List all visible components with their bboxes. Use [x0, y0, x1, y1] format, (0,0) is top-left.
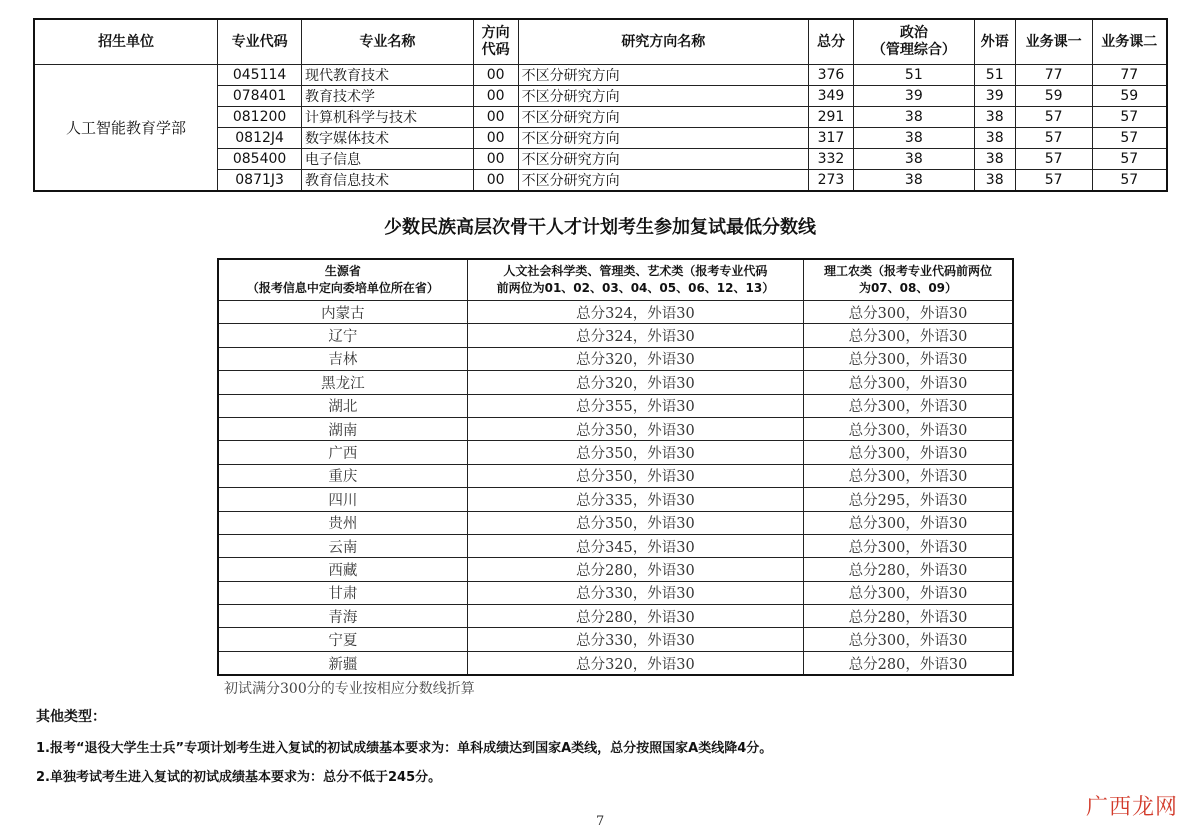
humanities-score-cell: 总分345，外语30: [467, 534, 803, 557]
direction-code-cell: 00: [473, 65, 518, 86]
conversion-note: 初试满分300分的专业按相应分数线折算: [224, 681, 475, 697]
header-unit: 招生单位: [34, 19, 218, 65]
course-two-score-cell: 77: [1092, 65, 1167, 86]
direction-name-cell: 不区分研究方向: [518, 170, 808, 192]
course-two-score-cell: 57: [1092, 170, 1167, 192]
header-direction-code: 方向 代码: [473, 19, 518, 65]
header-total: 总分: [809, 19, 854, 65]
humanities-score-cell: 总分320，外语30: [467, 371, 803, 394]
major-name-cell: 电子信息: [302, 149, 474, 170]
header-science: 理工农类（报考专业代码前两位 为07、08、09）: [803, 259, 1013, 301]
science-score-cell: 总分300，外语30: [803, 394, 1013, 417]
total-score-cell: 291: [809, 107, 854, 128]
table1-row: [34, 65, 1167, 86]
header-course-one: 业务课一: [1015, 19, 1092, 65]
table2-row: [218, 324, 1013, 347]
watermark-logo: 广西龙网: [1085, 795, 1178, 820]
humanities-score-cell: 总分324，外语30: [467, 324, 803, 347]
section-title: 少数民族高层次骨干人才计划考生参加复试最低分数线: [384, 217, 816, 238]
direction-name-cell: 不区分研究方向: [518, 107, 808, 128]
direction-code-cell: 00: [473, 149, 518, 170]
science-score-cell: 总分280，外语30: [803, 558, 1013, 581]
header-course-two: 业务课二: [1092, 19, 1167, 65]
table2-row: [218, 347, 1013, 370]
total-score-cell: 332: [809, 149, 854, 170]
foreign-language-score-cell: 39: [974, 86, 1015, 107]
direction-code-cell: 00: [473, 128, 518, 149]
science-score-cell: 总分300，外语30: [803, 511, 1013, 534]
humanities-score-cell: 总分280，外语30: [467, 558, 803, 581]
direction-name-cell: 不区分研究方向: [518, 86, 808, 107]
page-number: 7: [596, 814, 605, 829]
humanities-score-cell: 总分280，外语30: [467, 605, 803, 628]
header-direction-name: 研究方向名称: [518, 19, 808, 65]
course-one-score-cell: 57: [1015, 107, 1092, 128]
science-score-cell: 总分300，外语30: [803, 301, 1013, 324]
major-name-cell: 现代教育技术: [302, 65, 474, 86]
province-cell: 湖南: [218, 417, 467, 440]
humanities-score-cell: 总分324，外语30: [467, 301, 803, 324]
header-foreign-language: 外语: [974, 19, 1015, 65]
total-score-cell: 317: [809, 128, 854, 149]
course-one-score-cell: 59: [1015, 86, 1092, 107]
politics-score-cell: 38: [853, 128, 974, 149]
unit-name: 人工智能教育学部: [34, 65, 218, 192]
table2-row: [218, 488, 1013, 511]
table2-row: [218, 605, 1013, 628]
course-one-score-cell: 57: [1015, 128, 1092, 149]
header-province: 生源省 （报考信息中定向委培单位所在省）: [218, 259, 467, 301]
minority-score-table: [217, 258, 1014, 676]
table2-row: [218, 558, 1013, 581]
course-two-score-cell: 59: [1092, 86, 1167, 107]
science-score-cell: 总分300，外语30: [803, 324, 1013, 347]
table2-row: [218, 417, 1013, 440]
humanities-score-cell: 总分330，外语30: [467, 581, 803, 604]
politics-score-cell: 38: [853, 149, 974, 170]
science-score-cell: 总分300，外语30: [803, 628, 1013, 651]
other-item-veteran: 1.报考“退役大学生士兵”专项计划考生进入复试的初试成绩基本要求为：单科成绩达到国家A类线，总分按照国家A类线降4分。: [36, 741, 773, 756]
header-politics: 政治 （管理综合）: [853, 19, 974, 65]
science-score-cell: 总分300，外语30: [803, 417, 1013, 440]
science-score-cell: 总分300，外语30: [803, 371, 1013, 394]
humanities-score-cell: 总分350，外语30: [467, 417, 803, 440]
total-score-cell: 349: [809, 86, 854, 107]
major-code-cell: 081200: [218, 107, 302, 128]
humanities-score-cell: 总分350，外语30: [467, 441, 803, 464]
table2-row: [218, 301, 1013, 324]
other-types-heading: 其他类型：: [36, 709, 106, 725]
course-one-score-cell: 57: [1015, 170, 1092, 192]
science-score-cell: 总分295，外语30: [803, 488, 1013, 511]
total-score-cell: 376: [809, 65, 854, 86]
table2-row: [218, 534, 1013, 557]
course-two-score-cell: 57: [1092, 149, 1167, 170]
major-name-cell: 数字媒体技术: [302, 128, 474, 149]
foreign-language-score-cell: 51: [974, 65, 1015, 86]
major-code-cell: 0812J4: [218, 128, 302, 149]
province-cell: 广西: [218, 441, 467, 464]
province-cell: 辽宁: [218, 324, 467, 347]
direction-code-cell: 00: [473, 107, 518, 128]
header-humanities: 人文社会科学类、管理类、艺术类（报考专业代码 前两位为01、02、03、04、05、06、12、13）: [467, 259, 803, 301]
table2-header-row: [218, 259, 1013, 301]
direction-name-cell: 不区分研究方向: [518, 149, 808, 170]
foreign-language-score-cell: 38: [974, 107, 1015, 128]
province-cell: 青海: [218, 605, 467, 628]
header-major-code: 专业代码: [218, 19, 302, 65]
course-two-score-cell: 57: [1092, 107, 1167, 128]
table1-header-row: [34, 19, 1167, 65]
course-two-score-cell: 57: [1092, 128, 1167, 149]
province-cell: 贵州: [218, 511, 467, 534]
table2-row: [218, 651, 1013, 675]
politics-score-cell: 51: [853, 65, 974, 86]
foreign-language-score-cell: 38: [974, 170, 1015, 192]
science-score-cell: 总分300，外语30: [803, 534, 1013, 557]
science-score-cell: 总分280，外语30: [803, 651, 1013, 675]
direction-name-cell: 不区分研究方向: [518, 65, 808, 86]
province-cell: 重庆: [218, 464, 467, 487]
table2-row: [218, 511, 1013, 534]
direction-name-cell: 不区分研究方向: [518, 128, 808, 149]
major-name-cell: 计算机科学与技术: [302, 107, 474, 128]
province-cell: 新疆: [218, 651, 467, 675]
direction-code-cell: 00: [473, 86, 518, 107]
other-item-independent: 2.单独考试考生进入复试的初试成绩基本要求为：总分不低于245分。: [36, 770, 442, 785]
science-score-cell: 总分300，外语30: [803, 441, 1013, 464]
major-name-cell: 教育技术学: [302, 86, 474, 107]
course-one-score-cell: 77: [1015, 65, 1092, 86]
foreign-language-score-cell: 38: [974, 149, 1015, 170]
humanities-score-cell: 总分330，外语30: [467, 628, 803, 651]
admission-score-table: [33, 18, 1168, 192]
major-name-cell: 教育信息技术: [302, 170, 474, 192]
humanities-score-cell: 总分335，外语30: [467, 488, 803, 511]
major-code-cell: 0871J3: [218, 170, 302, 192]
province-cell: 黑龙江: [218, 371, 467, 394]
direction-code-cell: 00: [473, 170, 518, 192]
province-cell: 云南: [218, 534, 467, 557]
table2-row: [218, 441, 1013, 464]
major-code-cell: 045114: [218, 65, 302, 86]
politics-score-cell: 39: [853, 86, 974, 107]
major-code-cell: 085400: [218, 149, 302, 170]
province-cell: 内蒙古: [218, 301, 467, 324]
header-major-name: 专业名称: [302, 19, 474, 65]
province-cell: 四川: [218, 488, 467, 511]
science-score-cell: 总分300，外语30: [803, 347, 1013, 370]
table2-row: [218, 464, 1013, 487]
total-score-cell: 273: [809, 170, 854, 192]
province-cell: 西藏: [218, 558, 467, 581]
humanities-score-cell: 总分350，外语30: [467, 464, 803, 487]
province-cell: 甘肃: [218, 581, 467, 604]
politics-score-cell: 38: [853, 170, 974, 192]
humanities-score-cell: 总分355，外语30: [467, 394, 803, 417]
table2-row: [218, 394, 1013, 417]
table2-row: [218, 371, 1013, 394]
province-cell: 湖北: [218, 394, 467, 417]
province-cell: 吉林: [218, 347, 467, 370]
foreign-language-score-cell: 38: [974, 128, 1015, 149]
major-code-cell: 078401: [218, 86, 302, 107]
humanities-score-cell: 总分350，外语30: [467, 511, 803, 534]
science-score-cell: 总分300，外语30: [803, 464, 1013, 487]
course-one-score-cell: 57: [1015, 149, 1092, 170]
table2-row: [218, 628, 1013, 651]
politics-score-cell: 38: [853, 107, 974, 128]
humanities-score-cell: 总分320，外语30: [467, 651, 803, 675]
table2-row: [218, 581, 1013, 604]
science-score-cell: 总分300，外语30: [803, 581, 1013, 604]
province-cell: 宁夏: [218, 628, 467, 651]
humanities-score-cell: 总分320，外语30: [467, 347, 803, 370]
science-score-cell: 总分280，外语30: [803, 605, 1013, 628]
